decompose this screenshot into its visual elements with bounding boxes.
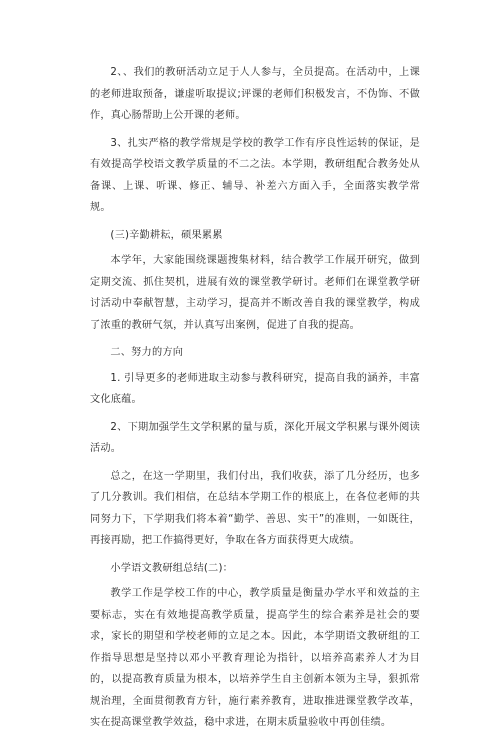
paragraph-teaching-routine: 3、扎实严格的教学常规是学校的教学工作有序良性运转的保证，是有效提高学校语文教学质量的不二之法。本学期，教研组配合教务处从备课、上课、听课、修正、辅导、补差六方面入手，全面落实教学常规。 — [90, 137, 420, 213]
section-heading-results: (三)辛勤耕耘，硕果累累 — [110, 229, 223, 241]
paragraph-research-summary: 本学年，大家能围绕课题搜集材料，结合教学工作展开研究，做到定期交流、抓住契机，进展有效的课堂教学研讨。老师们在课堂教学研讨活动中奉献智慧，主动学习，提高并不断改善自我的课堂教学，构成了浓重的教研气氛，并认真写出案例，促进了自我的提高。 — [90, 255, 420, 331]
section-heading-summary-two: 小学语文教研组总结(二)： — [110, 562, 234, 574]
paragraph-teaching-center: 教学工作是学校工作的中心，教学质量是衡量办学水平和效益的主要标志，实在有效地提高教学质量，提高学生的综合素养是社会的要求，家长的期望和学校老师的立足之本。因此，本学期语文教研组的工作指导思想是坚持以邓小平教育理论为指针，以培养高素养人才为目的，以提高教育质量为根本，以培养学生自主创新本领为主导，狠抓常规治理，全面贯彻教育方针，施行素养教育，进取推进课堂教学改革，实在提高课堂教学效益，稳中求进，在期末质量验收中再创佳绩。 — [90, 588, 420, 728]
paragraph-direction-item-1: 1. 引导更多的老师进取主动参与教科研究，提高自我的涵养，丰富文化底蕴。 — [90, 372, 420, 405]
paragraph-direction-item-2: 2、下期加强学生文学积累的量与质，深化开展文学积累与课外阅读活动。 — [90, 421, 420, 454]
paragraph-conclusion: 总之，在这一学期里，我们付出，我们收获，添了几分经历，也多了几分教训。我们相信，在总结本学期工作的根底上，在各位老师的共同努力下，下学期我们将本着“勤学、善思、实干”的准则，一如既往，再接再励，把工作搞得更好，争取在各方面获得更大成绩。 — [90, 470, 420, 546]
paragraph-activity-participation: 2、、我们的教研活动立足于人人参与，全员提高。在活动中，上课的老师进取预备，谦虚听取提议;评课的老师们积极发言，不伪饰、不做作，真心肠帮助上公开课的老师。 — [90, 67, 420, 121]
section-heading-direction: 二、努力的方向 — [110, 347, 184, 358]
document-body — [90, 62, 420, 740]
